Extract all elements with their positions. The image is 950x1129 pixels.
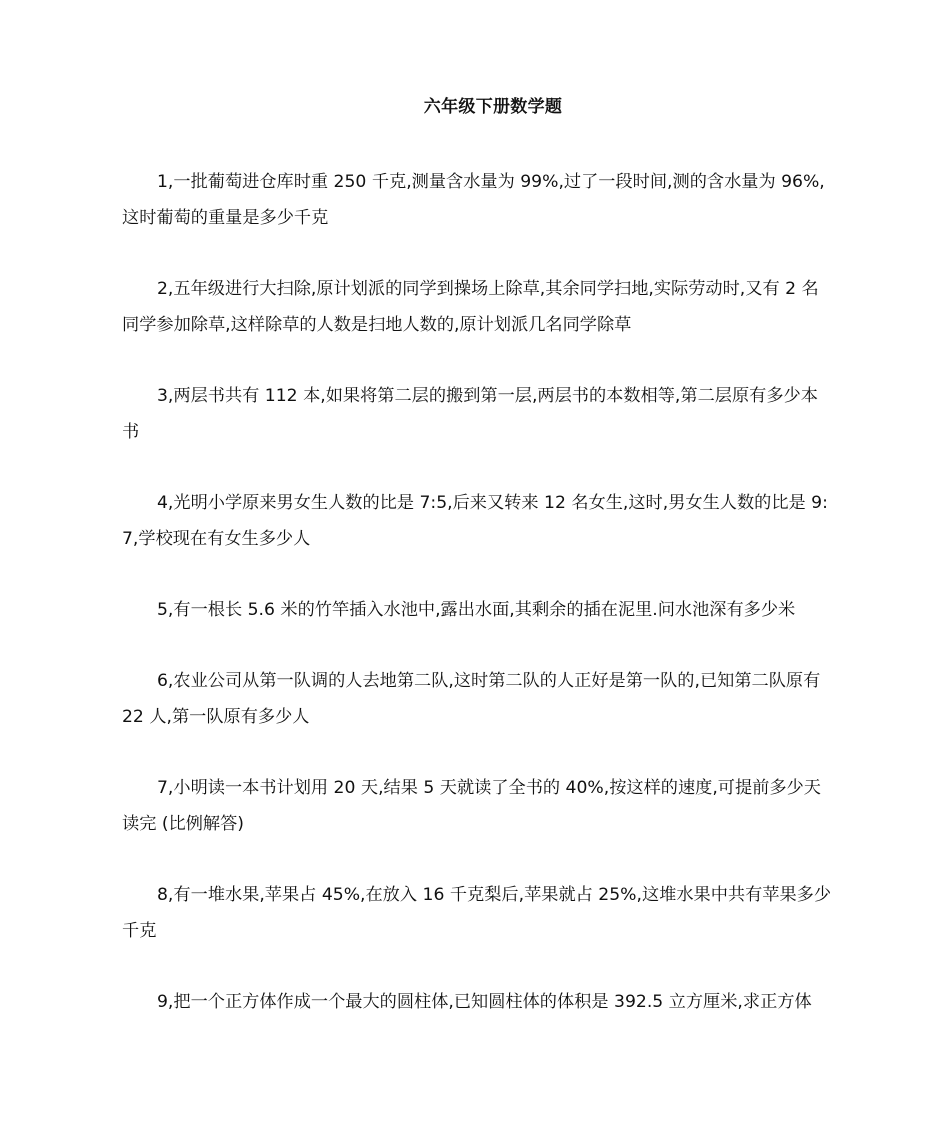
question-3: 3,两层书共有 112 本,如果将第二层的搬到第一层,两层书的本数相等,第二层原有多少本书: [122, 386, 818, 442]
question-6: 6,农业公司从第一队调的人去地第二队,这时第二队的人正好是第一队的,已知第二队原有 22 人,第一队原有多少人: [122, 671, 821, 727]
question-4: 4,光明小学原来男女生人数的比是 7:5,后来又转来 12 名女生,这时,男女生人数的比是 9:7,学校现在有女生多少人: [122, 493, 828, 549]
question-7: 7,小明读一本书计划用 20 天,结果 5 天就读了全书的 40%,按这样的速度,可提前多少天读完 (比例解答): [122, 778, 821, 834]
question-9: 9,把一个正方体作成一个最大的圆柱体,已知圆柱体的体积是 392.5 立方厘米,求正方体: [157, 992, 812, 1012]
question-list: [122, 164, 834, 1055]
document-title: 六年级下册数学题: [423, 97, 563, 117]
question-8: 8,有一堆水果,苹果占 45%,在放入 16 千克梨后,苹果就占 25%,这堆水果中共有苹果多少千克: [122, 885, 832, 941]
question-2: 2,五年级进行大扫除,原计划派的同学到操场上除草,其余同学扫地,实际劳动时,又有 2 名同学参加除草,这样除草的人数是扫地人数的,原计划派几名同学除草: [122, 279, 819, 335]
question-1: 1,一批葡萄进仓库时重 250 千克,测量含水量为 99%,过了一段时间,测的含水量为 96%,这时葡萄的重量是多少千克: [122, 172, 825, 228]
question-5: 5,有一根长 5.6 米的竹竿插入水池中,露出水面,其剩余的插在泥里.问水池深有多少米: [157, 600, 796, 620]
